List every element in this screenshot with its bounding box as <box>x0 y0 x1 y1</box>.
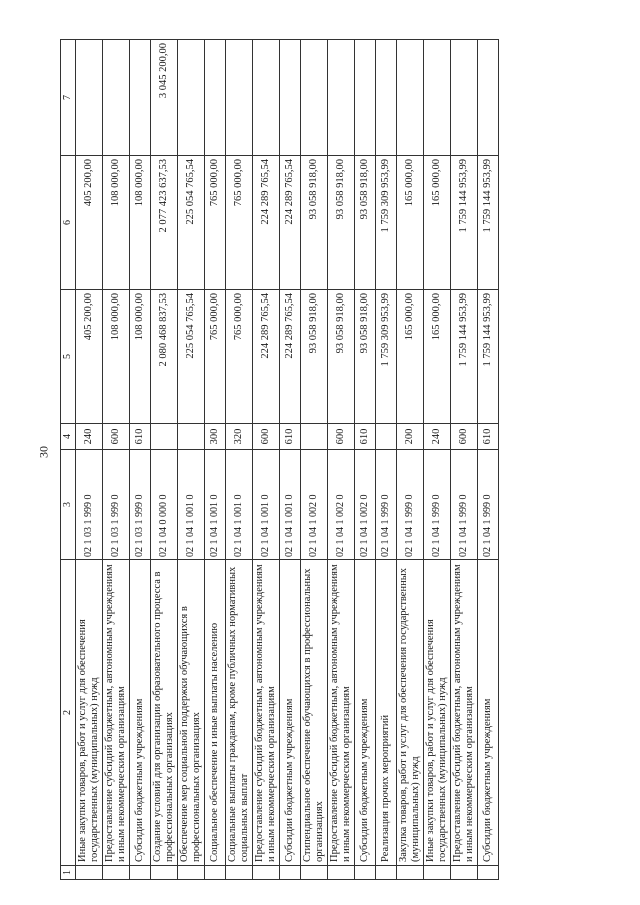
row-number-cell <box>76 866 103 880</box>
row-code-cell: 02 1 04 1 001 0 <box>205 450 226 560</box>
table-row <box>424 40 451 880</box>
row-code-cell: 02 1 04 1 999 0 <box>451 450 478 560</box>
row-value5-cell: 765 000,00 <box>226 290 253 424</box>
row-value7-cell <box>76 40 103 156</box>
row-code-cell: 02 1 04 1 001 0 <box>178 450 205 560</box>
header-row <box>61 40 76 880</box>
row-value5-cell: 165 000,00 <box>424 290 451 424</box>
row-number-cell <box>226 866 253 880</box>
row-vr-cell: 600 <box>328 424 355 450</box>
row-value5-cell: 108 000,00 <box>130 290 151 424</box>
row-value6-cell: 224 289 765,54 <box>280 156 301 290</box>
row-name-cell: Социальные выплаты гражданам, кроме публичных нормативных социальных выплат <box>226 560 253 866</box>
row-value5-cell: 93 058 918,00 <box>301 290 328 424</box>
table-row <box>178 40 205 880</box>
row-name-cell: Социальное обеспечение и иные выплаты населению <box>205 560 226 866</box>
row-value7-cell <box>301 40 328 156</box>
table-row <box>328 40 355 880</box>
page-number: 30 <box>36 446 51 458</box>
row-code-cell: 02 1 04 1 002 0 <box>355 450 376 560</box>
row-value5-cell: 225 054 765,54 <box>178 290 205 424</box>
header-cell-1: 1 <box>61 866 76 880</box>
row-value7-cell: 3 045 200,00 <box>151 40 178 156</box>
rotated-table-wrapper <box>60 40 510 880</box>
table-row <box>355 40 376 880</box>
row-vr-cell <box>178 424 205 450</box>
table-row <box>451 40 478 880</box>
row-value7-cell <box>226 40 253 156</box>
row-value7-cell <box>478 40 499 156</box>
row-code-cell: 02 1 04 1 002 0 <box>301 450 328 560</box>
table-row <box>103 40 130 880</box>
row-value6-cell: 108 000,00 <box>130 156 151 290</box>
row-number-cell <box>478 866 499 880</box>
row-vr-cell: 610 <box>478 424 499 450</box>
row-vr-cell: 600 <box>451 424 478 450</box>
row-value6-cell: 93 058 918,00 <box>355 156 376 290</box>
row-vr-cell: 610 <box>355 424 376 450</box>
row-value7-cell <box>424 40 451 156</box>
row-code-cell: 02 1 04 1 001 0 <box>226 450 253 560</box>
row-name-cell: Иные закупки товаров, работ и услуг для обеспечения государственных (муниципальных) нужд <box>76 560 103 866</box>
row-vr-cell: 610 <box>130 424 151 450</box>
row-vr-cell: 320 <box>226 424 253 450</box>
row-code-cell: 02 1 04 1 001 0 <box>253 450 280 560</box>
row-number-cell <box>424 866 451 880</box>
row-vr-cell <box>151 424 178 450</box>
row-name-cell: Иные закупки товаров, работ и услуг для обеспечения государственных (муниципальных) нужд <box>424 560 451 866</box>
table-row <box>301 40 328 880</box>
row-value7-cell <box>130 40 151 156</box>
row-number-cell <box>205 866 226 880</box>
row-value7-cell <box>355 40 376 156</box>
row-code-cell: 02 1 04 1 001 0 <box>280 450 301 560</box>
row-code-cell: 02 1 04 1 999 0 <box>397 450 424 560</box>
row-value7-cell <box>253 40 280 156</box>
row-value5-cell: 108 000,00 <box>103 290 130 424</box>
row-vr-cell: 600 <box>103 424 130 450</box>
header-cell-5: 5 <box>61 290 76 424</box>
row-name-cell: Субсидии бюджетным учреждениям <box>130 560 151 866</box>
row-value5-cell: 2 080 468 837,53 <box>151 290 178 424</box>
row-name-cell: Создание условий для организации образовательного процесса в профессиональных организациях <box>151 560 178 866</box>
table-row <box>151 40 178 880</box>
row-name-cell: Предоставление субсидий бюджетным, автономным учреждениям и иным некоммерческим организациям <box>451 560 478 866</box>
row-value6-cell: 225 054 765,54 <box>178 156 205 290</box>
table-row <box>397 40 424 880</box>
row-vr-cell: 240 <box>424 424 451 450</box>
row-number-cell <box>130 866 151 880</box>
row-value5-cell: 93 058 918,00 <box>328 290 355 424</box>
row-name-cell: Субсидии бюджетным учреждениям <box>478 560 499 866</box>
row-value6-cell: 93 058 918,00 <box>301 156 328 290</box>
row-number-cell <box>301 866 328 880</box>
row-vr-cell: 610 <box>280 424 301 450</box>
row-value7-cell <box>376 40 397 156</box>
row-number-cell <box>397 866 424 880</box>
row-vr-cell: 600 <box>253 424 280 450</box>
row-value7-cell <box>280 40 301 156</box>
row-number-cell <box>151 866 178 880</box>
row-value5-cell: 405 200,00 <box>76 290 103 424</box>
header-cell-6: 6 <box>61 156 76 290</box>
row-value5-cell: 765 000,00 <box>205 290 226 424</box>
row-value6-cell: 1 759 144 953,99 <box>478 156 499 290</box>
row-name-cell: Субсидии бюджетным учреждениям <box>280 560 301 866</box>
row-vr-cell <box>376 424 397 450</box>
row-code-cell: 02 1 04 1 999 0 <box>376 450 397 560</box>
header-cell-7: 7 <box>61 40 76 156</box>
header-cell-3: 3 <box>61 450 76 560</box>
row-name-cell: Реализация прочих мероприятий <box>376 560 397 866</box>
row-value6-cell: 1 759 309 953,99 <box>376 156 397 290</box>
row-value7-cell <box>178 40 205 156</box>
row-value6-cell: 93 058 918,00 <box>328 156 355 290</box>
row-value7-cell <box>328 40 355 156</box>
row-number-cell <box>328 866 355 880</box>
row-number-cell <box>451 866 478 880</box>
row-value7-cell <box>205 40 226 156</box>
row-value5-cell: 165 000,00 <box>397 290 424 424</box>
row-value6-cell: 224 289 765,54 <box>253 156 280 290</box>
row-value7-cell <box>451 40 478 156</box>
row-name-cell: Предоставление субсидий бюджетным, автономным учреждениям и иным некоммерческим организациям <box>253 560 280 866</box>
row-value6-cell: 765 000,00 <box>205 156 226 290</box>
row-code-cell: 02 1 04 0 000 0 <box>151 450 178 560</box>
row-number-cell <box>355 866 376 880</box>
row-value5-cell: 1 759 144 953,99 <box>451 290 478 424</box>
row-vr-cell: 240 <box>76 424 103 450</box>
row-code-cell: 02 1 04 1 999 0 <box>424 450 451 560</box>
table-body <box>76 40 499 880</box>
row-value6-cell: 2 077 423 637,53 <box>151 156 178 290</box>
row-number-cell <box>280 866 301 880</box>
row-name-cell: Стипендиальное обеспечение обучающихся в профессиональных организациях <box>301 560 328 866</box>
table-row <box>478 40 499 880</box>
row-value5-cell: 1 759 309 953,99 <box>376 290 397 424</box>
row-code-cell: 02 1 03 1 999 0 <box>103 450 130 560</box>
row-value6-cell: 165 000,00 <box>424 156 451 290</box>
row-number-cell <box>376 866 397 880</box>
row-number-cell <box>178 866 205 880</box>
row-vr-cell: 300 <box>205 424 226 450</box>
row-name-cell: Закупка товаров, работ и услуг для обеспечения государственных (муниципальных) нужд <box>397 560 424 866</box>
row-value6-cell: 765 000,00 <box>226 156 253 290</box>
table-row <box>226 40 253 880</box>
table-row <box>130 40 151 880</box>
row-value5-cell: 224 289 765,54 <box>280 290 301 424</box>
row-value7-cell <box>397 40 424 156</box>
table-row <box>76 40 103 880</box>
row-value5-cell: 93 058 918,00 <box>355 290 376 424</box>
row-vr-cell: 200 <box>397 424 424 450</box>
row-number-cell <box>103 866 130 880</box>
header-cell-2: 2 <box>61 560 76 866</box>
table-row <box>280 40 301 880</box>
row-value6-cell: 1 759 144 953,99 <box>451 156 478 290</box>
table-row <box>253 40 280 880</box>
row-value5-cell: 1 759 144 953,99 <box>478 290 499 424</box>
row-code-cell: 02 1 03 1 999 0 <box>130 450 151 560</box>
row-code-cell: 02 1 03 1 999 0 <box>76 450 103 560</box>
row-name-cell: Предоставление субсидий бюджетным, автономным учреждениям и иным некоммерческим организациям <box>103 560 130 866</box>
row-number-cell <box>253 866 280 880</box>
row-value7-cell <box>103 40 130 156</box>
row-name-cell: Субсидии бюджетным учреждениям <box>355 560 376 866</box>
table-row <box>205 40 226 880</box>
row-value6-cell: 108 000,00 <box>103 156 130 290</box>
row-name-cell: Обеспечение мер социальной поддержки обучающихся в профессиональных организациях <box>178 560 205 866</box>
header-cell-4: 4 <box>61 424 76 450</box>
row-code-cell: 02 1 04 1 002 0 <box>328 450 355 560</box>
row-name-cell: Предоставление субсидий бюджетным, автономным учреждениям и иным некоммерческим организациям <box>328 560 355 866</box>
row-vr-cell <box>301 424 328 450</box>
table-row <box>376 40 397 880</box>
row-value6-cell: 405 200,00 <box>76 156 103 290</box>
row-value5-cell: 224 289 765,54 <box>253 290 280 424</box>
row-code-cell: 02 1 04 1 999 0 <box>478 450 499 560</box>
budget-table <box>60 39 499 880</box>
row-value6-cell: 165 000,00 <box>397 156 424 290</box>
